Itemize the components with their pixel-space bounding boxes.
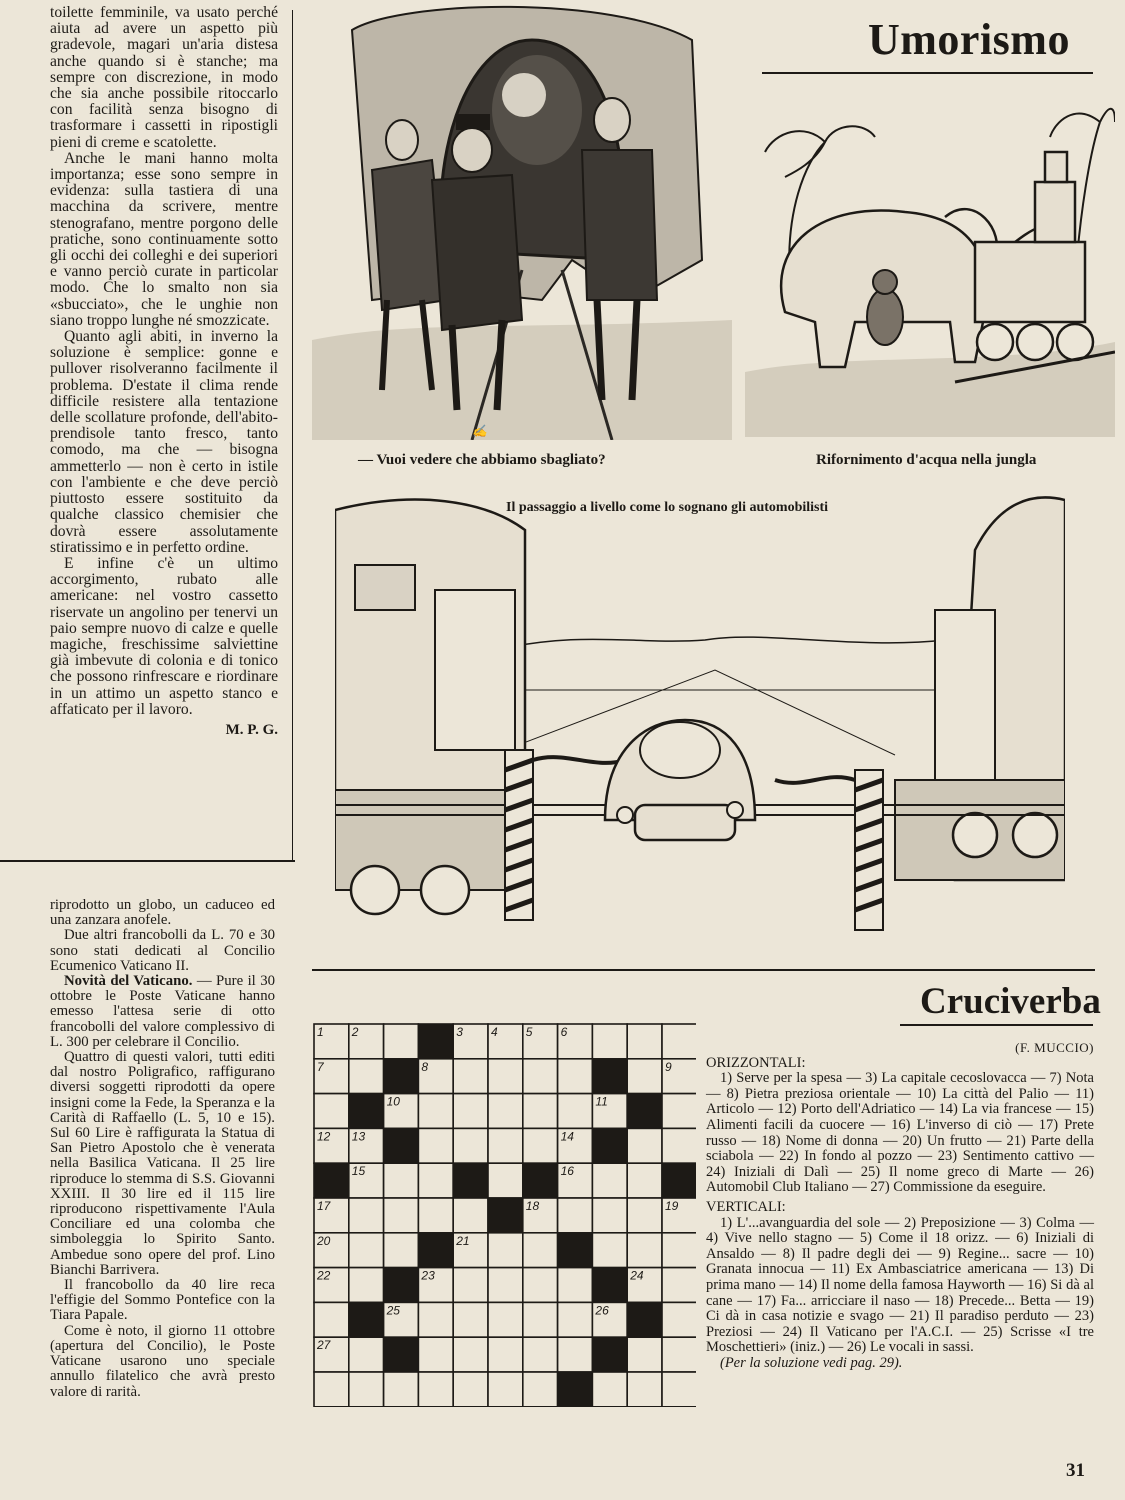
crossword-number: 27	[317, 1338, 331, 1353]
stamps-paragraph-text: riprodotto un globo, un caduceo ed una zanzara anofele.	[50, 897, 275, 929]
crossword-cell[interactable]	[662, 1268, 696, 1303]
crossword-cell[interactable]	[453, 1198, 488, 1233]
stamps-paragraph	[50, 974, 275, 1050]
crossword-cell[interactable]	[627, 1372, 662, 1407]
crossword-cell[interactable]	[453, 1268, 488, 1303]
crossword-number: 6	[560, 1025, 568, 1039]
crossword-cell[interactable]	[453, 1337, 488, 1372]
crossword-clues	[706, 1040, 1094, 1371]
crossword-cell[interactable]	[418, 1163, 453, 1198]
crossword-cell[interactable]	[488, 1163, 523, 1198]
left-article-paragraph: Quanto agli abiti, in inverno la soluzione è semplice: gonne e pullover risolveranno facilmente il problema. D'estate il clima rende difficile resistere alla tentazione delle scollature profonde, dell'abito-prendisole tanto fresco, tanto comodo, ma che — bisogna ammetterlo — non è certo in istile con l'ambiente e che deve perciò piuttosto essere sostituito da qualche classico chemisier che dovrà essere assolutamente stiratissimo e in perfetto ordine.	[50, 328, 278, 556]
crossword-black-cell	[384, 1268, 419, 1303]
crossword-cell[interactable]	[662, 1094, 696, 1129]
crossword-cell[interactable]	[592, 1163, 627, 1198]
crossword-black-cell	[627, 1302, 662, 1337]
crossword-cell[interactable]	[592, 1372, 627, 1407]
crossword-black-cell	[558, 1372, 593, 1407]
crossword-black-cell	[592, 1268, 627, 1303]
crossword-number: 2	[351, 1025, 359, 1039]
crossword-cell[interactable]	[627, 1128, 662, 1163]
column-divider	[292, 10, 293, 860]
across-clues: 1) Serve per la spesa — 3) La capitale cecoslovacca — 7) Nota — 8) Pietra preziosa orientale — 10) La città del Palio — 11) Articolo — 12) Porto dell'Adriatico — 14) La via francese — 15) Alimenti facili da cuocere — 16) L'inverso di ciò — 17) Prete russo — 18) Nome di donna — 20) Un frutto — 21) Parte della sciabola — 22) In fondo al pozzo — 23) Sentimento cattivo — 24) Iniziali di Dalì — 25) Il nome greco di Marte — 26) Automobil Club Italiano — 27) Commissione da eseguire.	[706, 1070, 1094, 1196]
crossword-cell[interactable]	[523, 1128, 558, 1163]
stamps-paragraph-text: Due altri francobolli da L. 70 e 30 sono stati dedicati al Concilio Ecumenico Vaticano II.	[50, 927, 275, 974]
crossword-number: 23	[421, 1268, 435, 1283]
caption-tunnel: — Vuoi vedere che abbiamo sbagliato?	[358, 452, 606, 468]
crossword-number: 10	[386, 1094, 400, 1109]
crossword-cell[interactable]	[384, 1198, 419, 1233]
crossword-cell[interactable]	[384, 1372, 419, 1407]
crossword-number: 17	[317, 1199, 331, 1213]
crossword-cell[interactable]	[453, 1302, 488, 1337]
humor-section-title: Umorismo	[868, 15, 1070, 64]
crossword-black-cell	[523, 1163, 558, 1198]
crossword-number: 14	[560, 1129, 574, 1144]
crossword-cell[interactable]	[349, 1372, 384, 1407]
crossword-cell[interactable]	[558, 1198, 593, 1233]
left-article-paragraph: E infine c'è un ultimo accorgimento, rubato alle americane: nel vostro cassetto riservate un angolino per tenervi un paio sempre nuovo di calze e quelle magiche, freschissime salviettine già imbevute di colonia e di tonico che possono rinfrescare e riordinare in un attimo un aspetto stanco e affaticato per il lavoro.	[50, 554, 278, 718]
crossword-cell[interactable]	[558, 1094, 593, 1129]
crossword-cell[interactable]	[314, 1094, 349, 1129]
crossword-cell[interactable]	[453, 1059, 488, 1094]
caption-jungle: Rifornimento d'acqua nella jungla	[816, 452, 1037, 468]
crossword-number: 4	[491, 1025, 498, 1039]
crossword-cell[interactable]	[627, 1233, 662, 1268]
cartoon-signature: ✍	[472, 424, 487, 438]
crossword-number: 25	[386, 1303, 400, 1318]
crossword-cell[interactable]	[349, 1233, 384, 1268]
crossword-cell[interactable]	[384, 1233, 419, 1268]
crossword-number: 16	[560, 1164, 574, 1179]
crossword-cell[interactable]	[558, 1302, 593, 1337]
crossword-cell[interactable]	[418, 1094, 453, 1129]
left-article-paragraph: Anche le mani hanno molta importanza; esse sono sempre in evidenza: sulla tastiera di una macchina da scrivere, mentre stenografano, mentre porgono delle pratiche, sono continuamente sotto gli occhi dei colleghi e dei superiori e vanno perciò curate in particolar modo. Che lo smalto non sia «sbucciato», che le unghie non siano troppo lunghe né smozzicate.	[50, 149, 278, 329]
crossword-cell[interactable]	[558, 1059, 593, 1094]
stamps-paragraph	[50, 898, 275, 928]
crossword-cell[interactable]	[523, 1372, 558, 1407]
crossword-cell[interactable]	[523, 1059, 558, 1094]
stamps-paragraph	[50, 1050, 275, 1278]
stamps-paragraph-text: Il francobollo da 40 lire reca l'effigie del Sommo Pontefice con la Tiara Papale.	[50, 1277, 275, 1324]
crossword-author: (F. MUCCIO)	[1015, 1040, 1094, 1055]
crossword-grid[interactable]	[312, 1022, 696, 1407]
crossword-cell[interactable]	[384, 1024, 419, 1059]
crossword-number: 13	[351, 1129, 366, 1144]
stamps-paragraph-text: Quattro di questi valori, tutti editi dal nostro Poligrafico, raffigurano diversi soggetti riprodotti da opere insigni come la Fede, la Speranza e la Carità di Raffaello (L. 5, 10 e 15). Sul 60 Lire è raffigurata la Statua di San Pietro Apostolo che è venerata nella Basilica Vaticana. Il 25 lire riproduce lo stemma di S.S. Giovanni XXIII. Il 30 lire ed il 115 lire riproducono rispettivamente l'Aula Conciliare ed una colomba che simboleggia lo Spirito Santo. Ambedue sono opere del prof. Lino Bianchi Barrivera.	[50, 1049, 275, 1278]
crossword-black-cell	[418, 1233, 453, 1268]
title-underline	[762, 72, 1093, 74]
crossword-number: 20	[317, 1233, 331, 1248]
crossword-cell[interactable]	[418, 1302, 453, 1337]
cartoon-level-crossing-illustration	[335, 490, 1065, 945]
stamps-paragraph-lead: Novità del Vaticano.	[64, 973, 193, 990]
crossword-cell[interactable]	[384, 1163, 419, 1198]
crossword-black-cell	[662, 1163, 696, 1198]
crossword-cell[interactable]	[488, 1233, 523, 1268]
crossword-cell[interactable]	[558, 1337, 593, 1372]
crossword-number: 21	[456, 1233, 470, 1248]
crossword-black-cell	[384, 1337, 419, 1372]
crossword-cell[interactable]	[418, 1372, 453, 1407]
crossword-black-cell	[349, 1302, 384, 1337]
page-number: 31	[1066, 1460, 1085, 1481]
crossword-cell[interactable]	[592, 1024, 627, 1059]
crossword-cell[interactable]	[349, 1337, 384, 1372]
crossword-cell[interactable]	[488, 1128, 523, 1163]
crossword-number: 19	[665, 1199, 679, 1213]
crossword-cell[interactable]	[349, 1198, 384, 1233]
crossword-number: 18	[525, 1199, 540, 1213]
crossword-cell[interactable]	[523, 1268, 558, 1303]
crossword-number: 5	[525, 1025, 533, 1039]
crossword-cell[interactable]	[662, 1024, 696, 1059]
caption-level-crossing: Il passaggio a livello come lo sognano gli automobilisti	[506, 500, 829, 515]
crossword-cell[interactable]	[592, 1233, 627, 1268]
left-article-paragraph: toilette femminile, va usato perché aiuta ad avere un aspetto più gradevole, magari un'aria distesa anche quando si è stanche; ma sempre con discrezione, in modo che sia anche possibile ritoccarlo con facilità senza bisogno di trasformare i cassetti in ripostigli pieni di creme e scatolette.	[50, 4, 278, 151]
crossword-number: 24	[630, 1268, 644, 1283]
crossword-divider	[312, 969, 1095, 971]
stamps-article	[50, 898, 275, 1400]
across-heading: ORIZZONTALI:	[706, 1054, 806, 1071]
crossword-black-cell	[592, 1059, 627, 1094]
crossword-cell[interactable]	[488, 1337, 523, 1372]
stamps-paragraph-text: — Pure il 30 ottobre le Poste Vaticane hanno emesso l'attesa serie di otto francobolli del valore complessivo di L. 300 per celebrare il Concilio.	[50, 973, 275, 1050]
crossword-cell[interactable]	[488, 1268, 523, 1303]
crossword-cell[interactable]	[488, 1302, 523, 1337]
left-article	[50, 5, 278, 738]
crossword-number: 26	[595, 1303, 609, 1318]
stamps-paragraph	[50, 928, 275, 974]
crossword-cell[interactable]	[558, 1268, 593, 1303]
stamps-paragraph	[50, 1324, 275, 1400]
crossword-cell[interactable]	[453, 1128, 488, 1163]
crossword-number: 8	[421, 1059, 429, 1074]
crossword-black-cell	[488, 1198, 523, 1233]
section-divider	[0, 860, 295, 862]
crossword-cell[interactable]	[314, 1372, 349, 1407]
crossword-number: 9	[665, 1059, 672, 1074]
crossword-black-cell	[592, 1337, 627, 1372]
crossword-black-cell	[349, 1094, 384, 1129]
article-signature: M. P. G.	[225, 721, 278, 738]
crossword-cell[interactable]	[592, 1198, 627, 1233]
crossword-cell[interactable]	[488, 1094, 523, 1129]
crossword-cell[interactable]	[523, 1233, 558, 1268]
crossword-black-cell	[384, 1128, 419, 1163]
crossword-cell[interactable]	[314, 1302, 349, 1337]
crossword-cell[interactable]	[627, 1337, 662, 1372]
crossword-cell[interactable]	[418, 1128, 453, 1163]
crossword-cell[interactable]	[627, 1024, 662, 1059]
cartoon-tunnel-illustration	[312, 0, 732, 440]
crossword-black-cell	[384, 1059, 419, 1094]
crossword-black-cell	[418, 1024, 453, 1059]
crossword-number: 11	[595, 1094, 608, 1109]
crossword-cell[interactable]	[488, 1372, 523, 1407]
crossword-cell[interactable]	[453, 1372, 488, 1407]
crossword-cell[interactable]	[523, 1302, 558, 1337]
crossword-cell[interactable]	[662, 1233, 696, 1268]
crossword-black-cell	[314, 1163, 349, 1198]
crossword-title: Cruciverba	[920, 981, 1101, 1022]
crossword-title-underline	[900, 1024, 1093, 1026]
down-clues: 1) L'...avanguardia del sole — 2) Preposizione — 3) Colma — 4) Vive nello stagno — 5) Come il 18 orizz. — 6) Iniziali di Ansaldo — 8) Il padre degli dei — 9) Regine... sacre — 10) Granata innocua — 11) Ex Ambasciatrice americana — 13) Di prima mano — 14) Il nome della famosa Hayworth — 16) Si dà al cane — 17) Fa... arricciare il naso — 18) Precede... Betta — 19) Ci dà in casa notizie e svago — 21) Il paradiso perduto — 23) Preziosi — 24) Il Vaticano per l'A.C.I. — 25) Scrisse «I tre Moschettieri» (iniz.) — 26) Le vocali in sassi.	[706, 1214, 1094, 1356]
crossword-number: 3	[456, 1025, 463, 1039]
crossword-cell[interactable]	[349, 1268, 384, 1303]
stamps-paragraph	[50, 1278, 275, 1324]
crossword-number: 12	[317, 1129, 331, 1144]
crossword-number: 15	[351, 1164, 366, 1179]
crossword-cell[interactable]	[453, 1094, 488, 1129]
crossword-cell[interactable]	[627, 1059, 662, 1094]
crossword-black-cell	[558, 1233, 593, 1268]
stamps-paragraph-text: Come è noto, il giorno 11 ottobre (apertura del Concilio), le Poste Vaticane usarono uno speciale annullo filatelico che avrà presto valore di rarità.	[50, 1322, 275, 1400]
crossword-number: 22	[317, 1268, 331, 1283]
crossword-cell[interactable]	[662, 1128, 696, 1163]
crossword-cell[interactable]	[418, 1337, 453, 1372]
crossword-cell[interactable]	[627, 1198, 662, 1233]
crossword-number: 1	[317, 1025, 324, 1039]
crossword-cell[interactable]	[349, 1059, 384, 1094]
crossword-cell[interactable]	[488, 1059, 523, 1094]
crossword-black-cell	[453, 1163, 488, 1198]
crossword-number: 7	[317, 1059, 324, 1074]
crossword-black-cell	[592, 1128, 627, 1163]
crossword-cell[interactable]	[662, 1337, 696, 1372]
crossword-black-cell	[627, 1094, 662, 1129]
down-heading: VERTICALI:	[706, 1198, 786, 1215]
crossword-cell[interactable]	[627, 1163, 662, 1198]
crossword-cell[interactable]	[418, 1198, 453, 1233]
cartoon-jungle-illustration	[745, 82, 1115, 437]
crossword-cell[interactable]	[662, 1302, 696, 1337]
crossword-cell[interactable]	[523, 1094, 558, 1129]
solution-note: (Per la soluzione vedi pag. 29).	[720, 1354, 903, 1371]
crossword-cell[interactable]	[523, 1337, 558, 1372]
crossword-cell[interactable]	[662, 1372, 696, 1407]
